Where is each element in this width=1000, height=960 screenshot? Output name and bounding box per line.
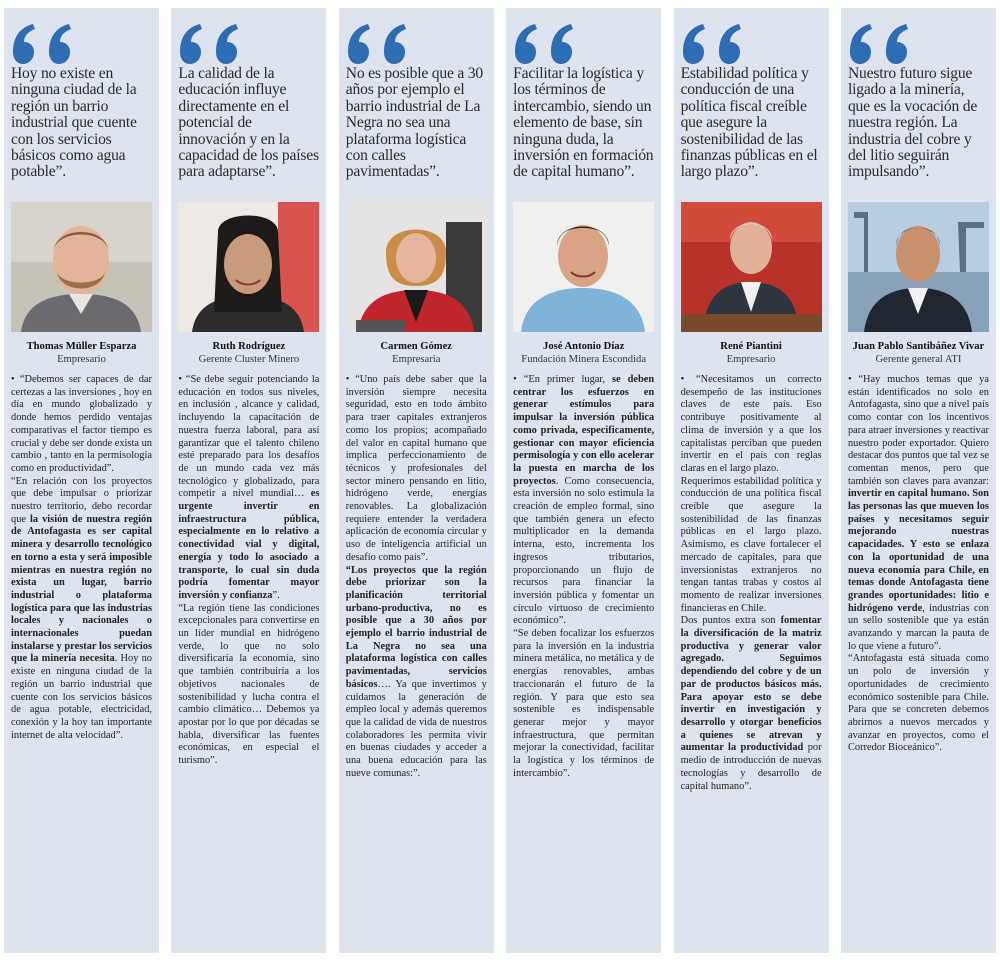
double-quote-icon xyxy=(11,8,152,66)
statement-paragraph xyxy=(681,374,822,476)
pull-quote: La calidad de la educación influye directamente en el potencial de innovación y en la capacidad de los países para adaptarse”. xyxy=(178,65,319,181)
statement-paragraph xyxy=(681,615,822,793)
portrait-photo xyxy=(848,202,989,332)
statement-paragraph xyxy=(346,565,487,781)
text-run: “Se debe seguir potenciando la educación en todos sus niveles, en inclusión , alcance y calidad, incluyendo la capacitación de nuestra fuerza laboral, para así garantizar que el talento chileno esté preparado para los desafíos de un mundo cada vez más tecnológico y globalizado, para competir a nivel mundial… xyxy=(178,374,320,500)
text-run: Dos puntos extra son xyxy=(680,615,781,627)
double-quote-icon xyxy=(848,8,989,66)
text-run: “Necesitamos un correcto desempeño de las instituciones claves de este país. Eso contribuye positivamente al clima de inversión y a que los capitalistas perciban que pueden invertir en el país con reglas claras en el largo plazo. xyxy=(680,374,822,474)
portrait-photo xyxy=(346,202,487,332)
statement-paragraph xyxy=(178,603,319,768)
statement-text xyxy=(346,374,487,781)
double-quote-icon xyxy=(178,8,319,66)
statement-paragraph xyxy=(513,628,654,780)
statement-text xyxy=(178,374,319,768)
text-run: “Uno país debe saber que la inversión siempre necesita seguridad, esto en todo ámbito para traer capitales extranjeros como los propios; acompañado del valor en capital humano que implica perfeccionamiento de técnicos y profesionales del sector minero pensando en litio, hidrógeno verde, energías renovables. La globalización requiere entender la verdadera aplicación de economía circular y uso de inteligencia artificial un desafío como país”. xyxy=(345,374,487,563)
bullet-icon: • xyxy=(847,374,859,385)
opinion-column xyxy=(339,8,494,953)
portrait-photo xyxy=(681,202,822,332)
pull-quote: Facilitar la logística y los términos de intercambio, siendo un elemento de base, sin ninguna duda, la inversión en formación de capital humano”. xyxy=(513,65,654,181)
opinion-column xyxy=(506,8,661,953)
opinion-column xyxy=(674,8,829,953)
person-role: Empresaria xyxy=(392,354,441,365)
text-run: ”. xyxy=(272,589,280,601)
portrait-photo xyxy=(513,202,654,332)
emphasis-run: es urgente invertir en infraestructura pública, especialmente en lo relativo a conectividad vial y digital, energía y todo lo asociado a transporte, lo cual sin duda podría fomentar mayor inversión y confianza xyxy=(178,488,320,601)
portrait-photo xyxy=(11,202,152,332)
person-name: Ruth Rodríguez xyxy=(212,341,286,352)
text-run: “La región tiene las condiciones excepcionales para convertirse en un líder mundial en hidrógeno verde, lo que no solo diversificaría la economía, sino que también contribuiría a los objetivos nacionales de sostenibilidad y lucha contra el cambio climático… Debemos ya apostar por lo que por décadas se habla, diversificar las fuentes económicas, en especial el turismo”. xyxy=(178,602,320,767)
text-run: “Antofagasta está situada como un polo de inversión y oportunidades de crecimiento económico sostenible para Chile. Para que se concreten debemos abrirnos a nuevos mercados y avanzar en proyectos, como el Corredor Bioceánico”. xyxy=(847,653,989,754)
statement-text xyxy=(11,374,152,742)
person-role: Gerente general ATI xyxy=(875,354,962,365)
text-run: , industrias con un sello sostenible que ya están avanzando y marcan la pauta de lo que viene a futuro”. xyxy=(847,602,989,652)
statement-text xyxy=(681,374,822,793)
pull-quote: No es posible que a 30 años por ejemplo el barrio industrial de La Negra no sea una plataforma logística con calles pavimentadas”. xyxy=(345,65,483,181)
person-name: René Piantini xyxy=(720,341,782,352)
text-run: “En primer lugar, xyxy=(523,374,612,385)
opinion-column xyxy=(841,8,996,953)
person-role: Fundación Minera Escondida xyxy=(521,354,647,365)
text-run: . Hoy no existe en ninguna ciudad de la región un barrio industrial que cuente con los servicios básicos de agua potable, electricidad, conexión y la hoy tan importante internet de alta velocidad”. xyxy=(11,653,152,741)
text-run: Requerimos estabilidad política y conducción de una política fiscal creíble que asegure la sostenibilidad de las finanzas públicas en el largo plazo. Asimismo, es clave fortalecer el mercado de capitales, para que inversionistas extranjeros no tengan tantas trabas y costos al momento de realizar inversiones financieras en Chile. xyxy=(680,475,822,614)
text-run: por medio de introducción de nuevas tecnologías y desarrollo de capital humano”. xyxy=(680,742,822,792)
statement-text xyxy=(848,374,989,755)
statement-paragraph xyxy=(178,374,319,603)
statement-paragraph xyxy=(11,476,152,743)
pull-quote: Estabilidad política y conducción de una política fiscal creíble que asegure la sostenibilidad de las finanzas públicas en el largo plazo”. xyxy=(680,65,818,181)
emphasis-run: la visión de nuestra región de Antofagasta es ser capital minera y desarrollo tecnológico en torno a esta y será imposible mientras en nuestra región no exista un lugar, barrio industrial o plataforma logística para que las industrias locales y nacionales o internacionales puedan instalarse y prestar los servicios que la minería necesita xyxy=(11,513,152,665)
portrait-photo xyxy=(178,202,319,332)
person-name: José Antonio Díaz xyxy=(543,341,625,352)
text-run: “Hay muchos temas que ya están identificados no solo en Antofagasta, sino que a nivel país como contar con los incentivos para atraer inversiones y reactivar nuestro poder exportador. Quiero destacar dos puntos que tal vez se comentan menos, pero que también son claves para avanzar: xyxy=(847,374,989,487)
statement-paragraph xyxy=(513,374,654,628)
bullet-icon: • xyxy=(178,374,186,385)
emphasis-run: se deben centrar los esfuerzos en generar estímulos para impulsar la inversión pública como privada, especificamente, gestionar con mayor eficiencia permisología y con ello acelerar la puesta en marcha de los proyectos xyxy=(513,374,655,487)
text-run: . Como consecuencia, esta inversión no solo estimula la creación de empleo formal, sino que también genera un efecto multiplicador en la demanda interna, esto, incrementa los ingresos tributarios, proporcionando un flujo de recursos para financiar la inversión pública y fomentar un círculo virtuoso de crecimiento económico”. xyxy=(513,475,655,627)
text-run: …. Ya que invertimos y cuidamos la generación de empleo local y además queremos que la calidad de vida de nuestros colaboradores les permita vivir en buenas ciudades y acceder a una buena educación para las nueve comunas:”. xyxy=(345,678,487,779)
statement-text xyxy=(513,374,654,781)
opinion-column xyxy=(171,8,326,953)
bullet-icon: • xyxy=(345,374,356,385)
statement-paragraph xyxy=(848,653,989,755)
statement-paragraph xyxy=(848,374,989,653)
statement-paragraph xyxy=(681,476,822,616)
bullet-icon: • xyxy=(680,374,696,385)
emphasis-run: “Los proyectos que la región debe priorizar son la planificación territorial urbano-productiva, no es posible que a 30 años por ejemplo el barrio industrial de La Negra no sea una plataforma logística con calles pavimentadas, servicios básicos xyxy=(345,564,487,690)
text-run: “Debemos ser capaces de dar certezas a las inversiones , hoy en día en mundo globalizado y donde hemos perdido ventajas comparativas el factor tiempo es crucial y debe ser donde exista un cambio , tanto en la permisología como en productividad”. xyxy=(11,374,152,474)
double-quote-icon xyxy=(681,8,822,66)
emphasis-run: invertir en capital humano. Son las personas las que mueven los países y necesitamos seguir mejorando nuestras capacidades. Y esto se enlaza con la oportunidad de una nueva economía para Chile, en temas donde Antofagasta tiene grandes oportunidades: litio e hidrógeno verde xyxy=(847,488,989,614)
bullet-icon: • xyxy=(513,374,524,385)
person-name: Juan Pablo Santibáñez Vivar xyxy=(852,341,985,352)
opinion-column xyxy=(4,8,159,953)
pull-quote: Hoy no existe en ninguna ciudad de la región un barrio industrial que cuente con los servicios básicos como agua potable”. xyxy=(11,65,137,181)
person-name: Carmen Gómez xyxy=(380,341,453,352)
pull-quote: Nuestro futuro sigue ligado a la minería, que es la vocación de nuestra región. La industria del cobre y del litio seguirán impulsando”. xyxy=(847,65,978,181)
person-role: Empresario xyxy=(726,354,776,365)
statement-paragraph xyxy=(11,374,152,476)
text-run: “En relación con los proyectos que debe impulsar o priorizar nuestro territorio, debo recordar que xyxy=(11,475,152,525)
text-run: “Se deben focalizar los esfuerzos para la inversión en la industria minera metálica, no metálica y de energías renovables, ambas traccionarán el futuro de la región. Y para que esto sea sostenible es indispensable generar mejor y mayor infraestructura, que permitan mejorar la conectividad, facilitar la logística y los términos de intercambio”. xyxy=(513,628,655,779)
double-quote-icon xyxy=(346,8,487,66)
person-name: Thomas Müller Esparza xyxy=(26,341,137,352)
person-role: Empresario xyxy=(57,354,106,365)
emphasis-run: fomentar la diversificación de la matriz productiva y generar valor agregado. Seguimos dependiendo del cobre y de un par de productos básicos más. Para apoyar esto se debe invertir en investigación y desarrollo y otorgar beneficios a quienes se atrevan y aumentar la productividad xyxy=(680,615,822,754)
double-quote-icon xyxy=(513,8,654,66)
bullet-icon: • xyxy=(11,374,20,385)
statement-paragraph xyxy=(346,374,487,565)
person-role: Gerente Cluster Minero xyxy=(198,354,300,365)
